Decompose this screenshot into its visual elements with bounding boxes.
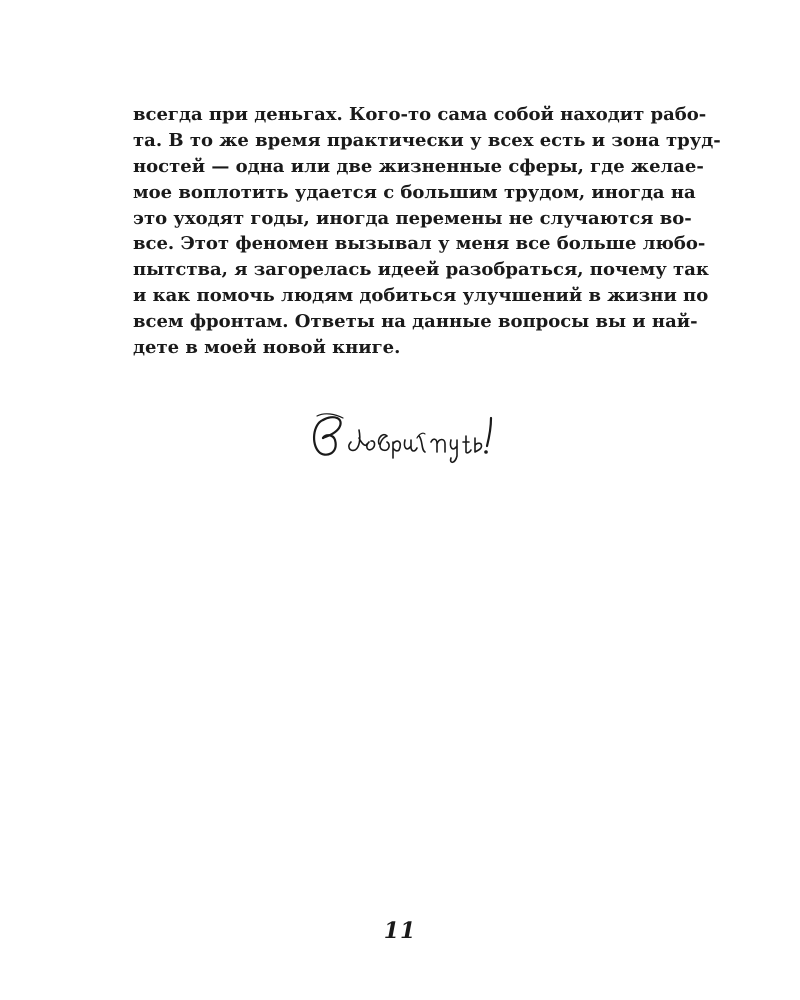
- text-line: и как помочь людям добиться улучшений в жизни по: [133, 285, 709, 307]
- page-number: 11: [383, 918, 417, 944]
- text-line: все. Этот феномен вызывал у меня все больше любо-: [133, 233, 706, 255]
- text-line: всегда при деньгах. Кого-то сама собой находит рабо-: [133, 104, 707, 125]
- handwritten-signature: [305, 408, 505, 468]
- text-line: мое воплотить удается с большим трудом, иногда на: [133, 181, 696, 203]
- text-line: та. В то же время практически у всех есть и зона труд-: [133, 129, 721, 151]
- body-paragraph: [133, 102, 721, 361]
- text-line: дете в моей новой книге.: [133, 337, 401, 359]
- text-line: это уходят годы, иногда перемены не случаются во-: [133, 207, 692, 229]
- text-line: ностей — одна или две жизненные сферы, где желае-: [133, 155, 704, 177]
- text-line: пытства, я загорелась идеей разобраться, почему так: [133, 259, 709, 281]
- text-line: всем фронтам. Ответы на данные вопросы вы и най-: [133, 311, 698, 333]
